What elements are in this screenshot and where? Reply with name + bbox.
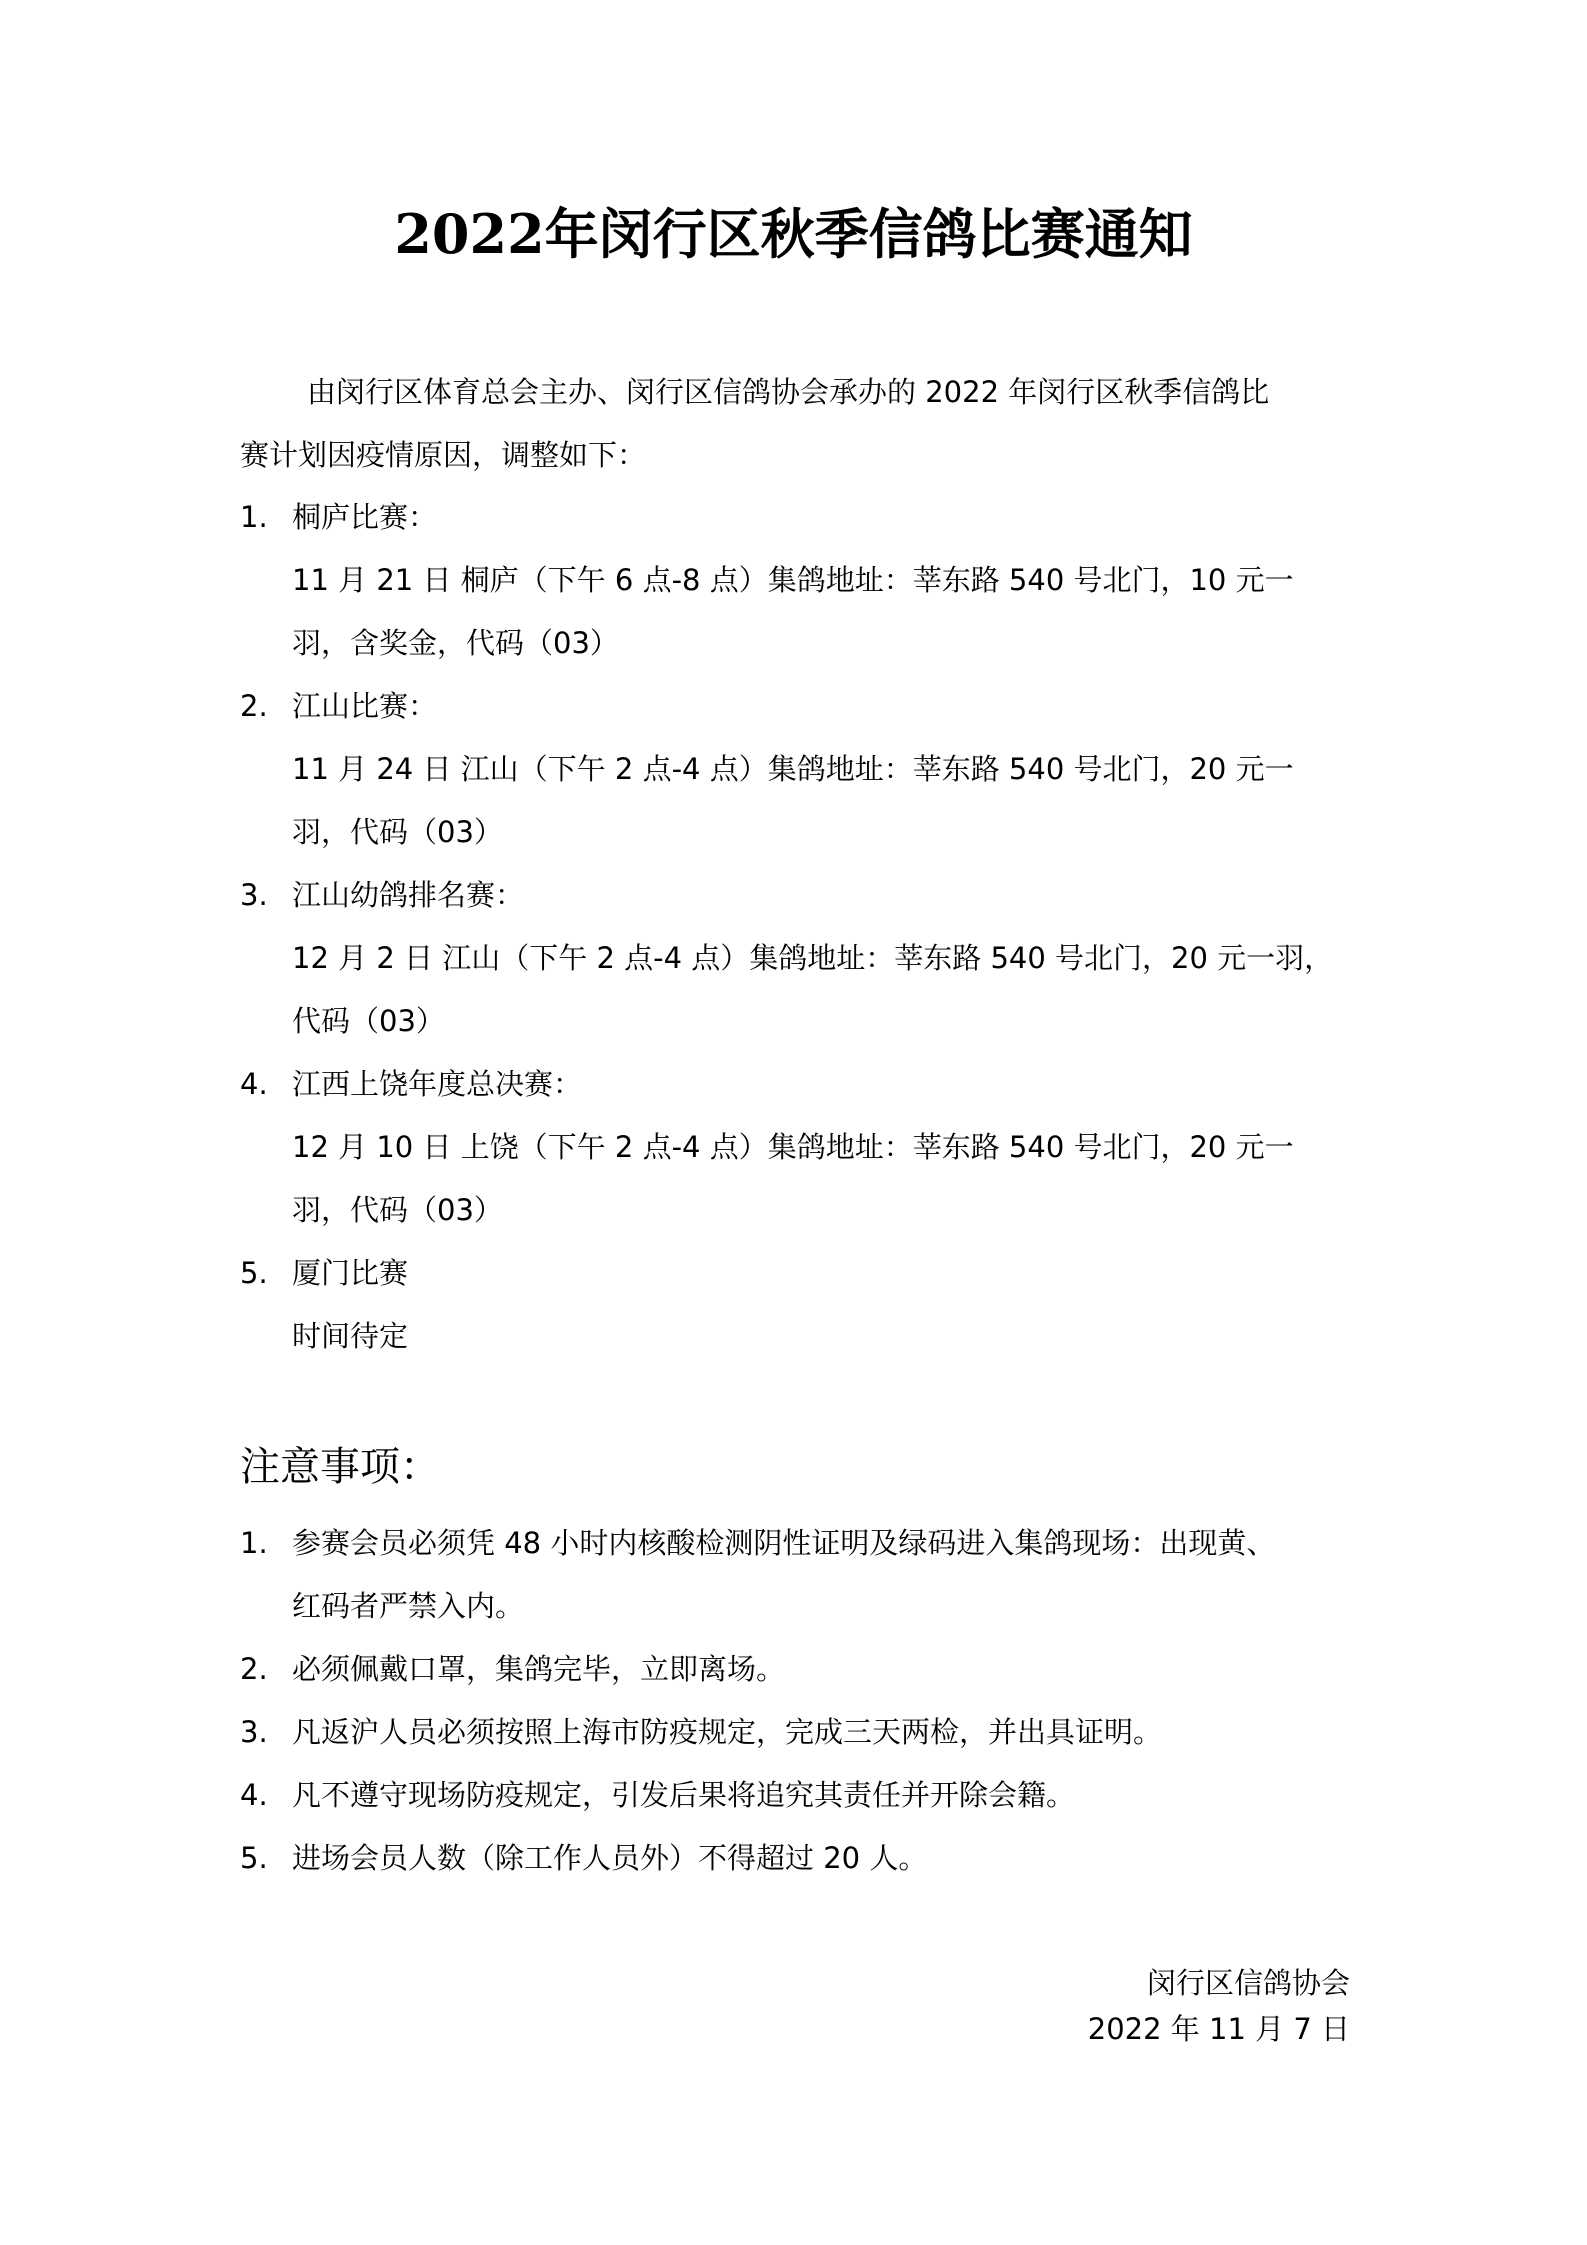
notice-number: 4. [240,1778,268,1812]
signature-org: 闵行区信鸽协会 [1146,1966,1350,2000]
notice-item [240,1827,1350,1890]
document-title: 2022年闵行区秋季信鸽比赛通知 [394,202,1193,266]
race-item [240,1053,1350,1242]
race-name: 江山幼鸽排名赛： [292,878,525,912]
race-number: 5. [240,1256,268,1290]
notice-item [240,1638,1350,1701]
race-name: 厦门比赛 [292,1256,409,1290]
race-item [240,1242,1350,1368]
notice-item [240,1512,1350,1638]
notice-text: 凡返沪人员必须按照上海市防疫规定，完成三天两检，并出具证明。 [292,1715,1163,1749]
race-item [240,864,1350,1053]
race-name: 江山比赛： [292,689,438,723]
race-number: 4. [240,1067,268,1101]
race-detail-line: 11 月 21 日 桐庐（下午 6 点-8 点）集鸽地址：莘东路 540 号北门，10 元一 [292,563,1294,597]
notice-item [240,1701,1350,1764]
intro-line: 赛计划因疫情原因，调整如下： [240,438,647,472]
race-detail-line: 12 月 10 日 上饶（下午 2 点-4 点）集鸽地址：莘东路 540 号北门，20 元一 [292,1130,1294,1164]
notice-text: 凡不遵守现场防疫规定，引发后果将追究其责任并开除会籍。 [292,1778,1076,1812]
race-name: 桐庐比赛： [292,500,438,534]
signature-block [1088,1960,1350,2052]
notice-text: 参赛会员必须凭 48 小时内核酸检测阴性证明及绿码进入集鸽现场：出现黄、 [292,1526,1276,1560]
race-item [240,675,1350,864]
notice-heading: 注意事项： [240,1444,440,1490]
race-detail-line: 代码（03） [292,1004,445,1038]
notice-number: 2. [240,1652,268,1686]
race-item [240,486,1350,675]
notice-text: 红码者严禁入内。 [292,1589,525,1623]
notice-list [240,1512,1350,1890]
notice-number: 3. [240,1715,268,1749]
race-detail-line: 羽，含奖金，代码（03） [292,626,619,660]
intro-line: 由闵行区体育总会主办、闵行区信鸽协会承办的 2022 年闵行区秋季信鸽比 [307,375,1270,409]
race-number: 1. [240,500,268,534]
race-number: 2. [240,689,268,723]
notice-number: 1. [240,1526,268,1560]
intro-paragraph [240,361,1350,487]
notice-text: 必须佩戴口罩，集鸽完毕，立即离场。 [292,1652,786,1686]
race-number: 3. [240,878,268,912]
notice-item [240,1764,1350,1827]
race-detail-line: 羽，代码（03） [292,1193,503,1227]
signature-date: 2022 年 11 月 7 日 [1087,2012,1350,2046]
race-detail-line: 11 月 24 日 江山（下午 2 点-4 点）集鸽地址：莘东路 540 号北门，20 元一 [292,752,1294,786]
notice-text: 进场会员人数（除工作人员外）不得超过 20 人。 [292,1841,928,1875]
race-list [240,486,1350,1368]
race-detail-line: 羽，代码（03） [292,815,503,849]
notice-number: 5. [240,1841,268,1875]
race-detail-line: 12 月 2 日 江山（下午 2 点-4 点）集鸽地址：莘东路 540 号北门，20 元一羽， [292,941,1334,975]
race-detail-line: 时间待定 [292,1319,409,1353]
race-name: 江西上饶年度总决赛： [292,1067,583,1101]
